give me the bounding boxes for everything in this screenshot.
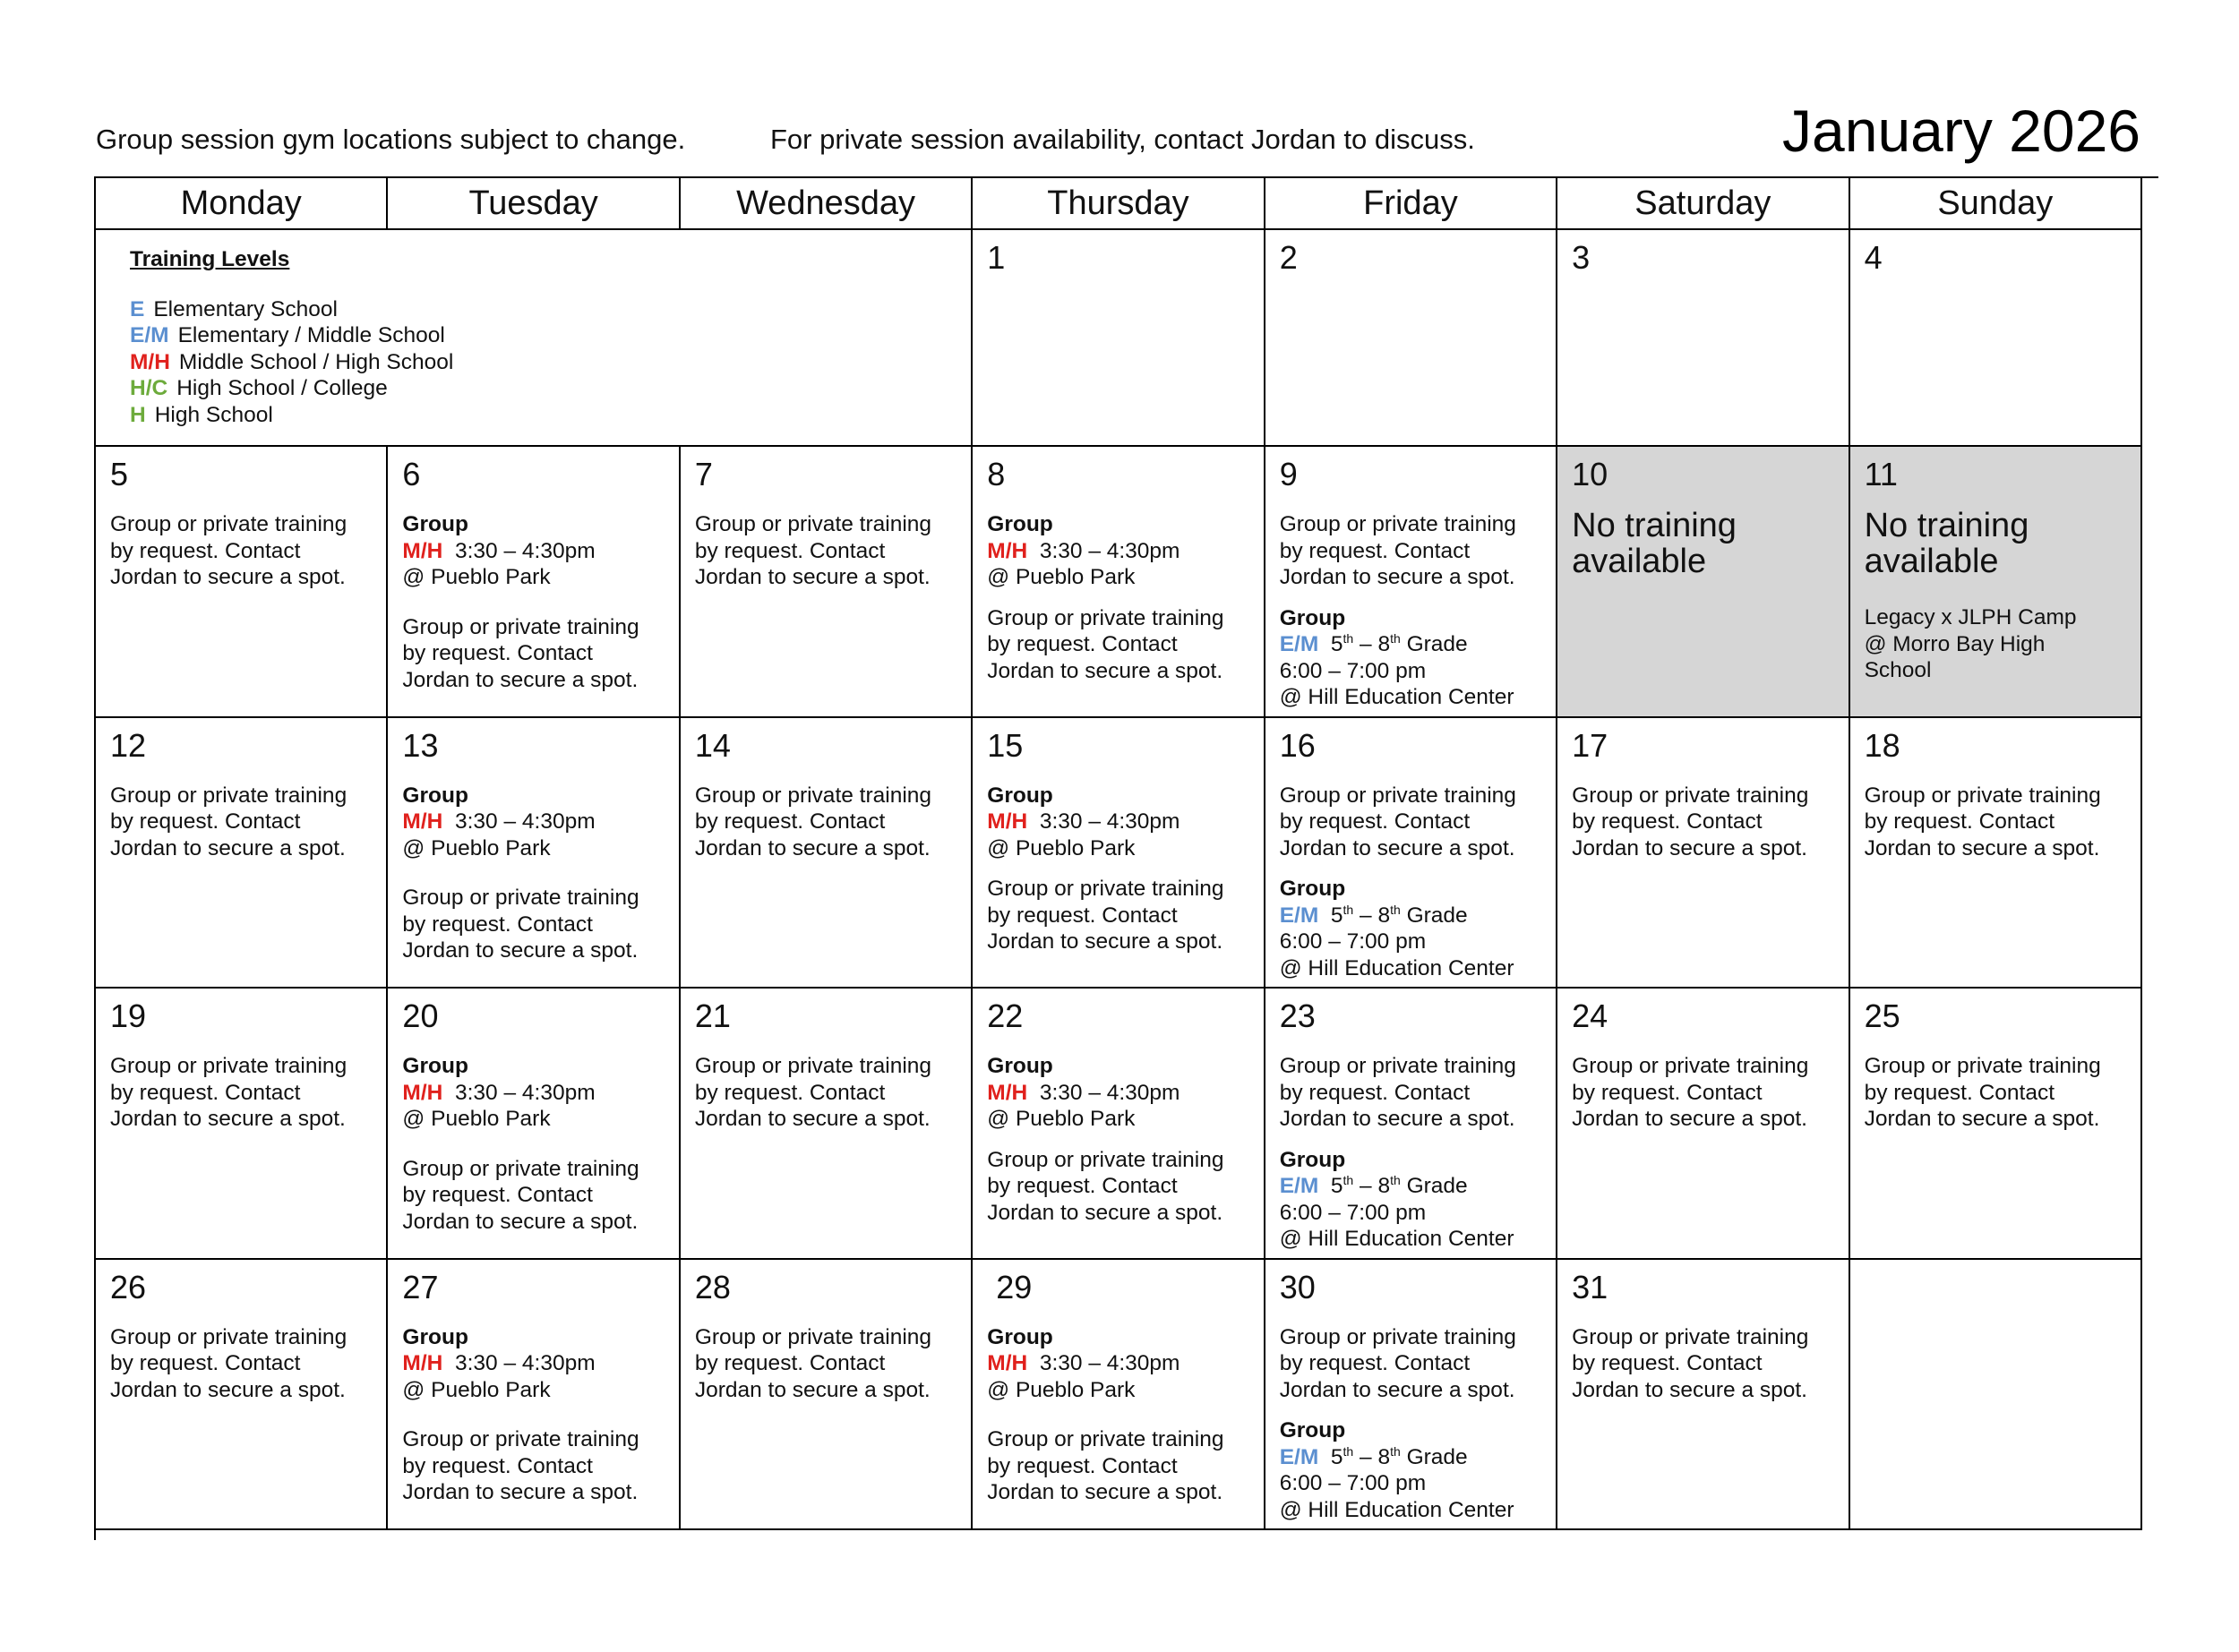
note-line: Group or private training (987, 1147, 1224, 1172)
day-cell (681, 989, 973, 1260)
level-code: E/M (1279, 632, 1319, 656)
day-cell (388, 447, 680, 718)
day-number: 16 (1279, 726, 1316, 764)
note-line: Jordan to secure a spot. (694, 565, 931, 589)
day-number: 5 (110, 456, 129, 492)
note-line: Group or private training (1572, 1324, 1809, 1349)
grade-text: 5 (1330, 632, 1343, 656)
private-training-note (1280, 511, 1541, 591)
no-training-line: No training (1864, 507, 2029, 544)
private-training-note (110, 511, 372, 591)
private-training-note (1572, 783, 1833, 862)
note-line: by request. Contact (110, 1351, 301, 1375)
day-cell (681, 1260, 973, 1531)
note-line: Group or private training (110, 1324, 347, 1349)
camp-line: Legacy x JLPH Camp (1864, 605, 2077, 629)
legend-code: H (130, 402, 146, 427)
note-line: Group or private training (110, 512, 347, 536)
note-line: Group or private training (987, 605, 1224, 630)
ordinal-suffix: th (1390, 1443, 1401, 1459)
note-line: Group or private training (110, 1054, 347, 1078)
level-code: M/H (987, 1351, 1028, 1375)
note-line: by request. Contact (1279, 809, 1471, 834)
note-line: Jordan to secure a spot. (1572, 835, 1807, 860)
time-text: 3:30 – 4:30pm (454, 1351, 596, 1375)
private-training-note (402, 885, 664, 964)
group-session (1280, 605, 1541, 711)
day-cell (96, 447, 388, 718)
group-label: Group (1279, 1418, 1346, 1442)
private-training-note (1865, 783, 2126, 862)
day-cell (681, 718, 973, 989)
session-location: @ Pueblo Park (402, 1107, 551, 1131)
grade-text: 5 (1330, 903, 1343, 928)
note-line: Jordan to secure a spot. (1864, 835, 2100, 860)
day-cell (1265, 989, 1557, 1260)
note-line: by request. Contact (1279, 538, 1471, 563)
session-location: @ Hill Education Center (1279, 1497, 1514, 1522)
note-line: Jordan to secure a spot. (402, 1209, 639, 1234)
note-line: Jordan to secure a spot. (110, 1107, 346, 1131)
group-session (402, 783, 664, 862)
session-location: @ Pueblo Park (402, 835, 551, 860)
day-number: 13 (402, 726, 439, 764)
no-training-line: available (1572, 543, 1707, 580)
private-training-note (110, 783, 372, 862)
legend-label: High School (154, 402, 273, 427)
group-label: Group (402, 1054, 468, 1078)
session-level (1280, 1444, 1541, 1471)
note-line: Group or private training (694, 1054, 932, 1078)
day-cell (388, 989, 680, 1260)
group-session (987, 511, 1248, 591)
note-line: Jordan to secure a spot. (987, 658, 1223, 683)
day-cell (1265, 718, 1557, 989)
note-line: by request. Contact (1572, 809, 1763, 834)
day-number: 30 (1279, 1268, 1316, 1305)
level-code: M/H (402, 1080, 443, 1105)
day-number: 29 (996, 1268, 1033, 1305)
note-line: Jordan to secure a spot. (402, 1480, 639, 1504)
session-location: @ Hill Education Center (1279, 1227, 1514, 1251)
legend-code: H/C (130, 376, 168, 400)
ordinal-suffix: th (1390, 902, 1401, 917)
private-training-note (987, 605, 1248, 685)
legend-label: Middle School / High School (178, 349, 454, 374)
note-line: Jordan to secure a spot. (694, 1107, 931, 1131)
day-number: 28 (694, 1268, 731, 1305)
day-cell (681, 447, 973, 718)
private-training-note (110, 1053, 372, 1133)
private-training-note (1280, 783, 1541, 862)
note-line: Group or private training (987, 1427, 1224, 1451)
note-line: by request. Contact (987, 1174, 1178, 1198)
level-code: M/H (402, 538, 443, 563)
note-line: Jordan to secure a spot. (1572, 1107, 1807, 1131)
note-line: Group or private training (694, 512, 932, 536)
note-line: by request. Contact (1572, 1351, 1763, 1375)
group-session (1280, 876, 1541, 981)
group-session (402, 511, 664, 591)
ordinal-suffix: th (1343, 1172, 1354, 1187)
session-time (987, 538, 1248, 565)
group-label: Group (402, 512, 468, 536)
note-line: Group or private training (110, 783, 347, 808)
day-cell (1265, 1260, 1557, 1531)
note-line: Group or private training (987, 877, 1224, 901)
ordinal-suffix: th (1343, 902, 1354, 917)
group-session (987, 1324, 1248, 1404)
note-line: by request. Contact (1864, 809, 2055, 834)
session-location: @ Pueblo Park (402, 1377, 551, 1402)
note-line: Jordan to secure a spot. (1279, 835, 1515, 860)
private-training-note (695, 1324, 957, 1404)
no-training-line: No training (1572, 507, 1737, 544)
day-cell (1557, 1260, 1849, 1531)
day-number: 8 (987, 456, 1006, 492)
legend-title: Training Levels (130, 247, 290, 271)
note-line: by request. Contact (1279, 1351, 1471, 1375)
private-training-note (1280, 1324, 1541, 1404)
session-location: @ Pueblo Park (402, 565, 551, 589)
grade-text: Grade (1400, 632, 1468, 656)
note-line: by request. Contact (1572, 1080, 1763, 1105)
private-training-note (987, 1147, 1248, 1227)
grade-text: Grade (1400, 1174, 1468, 1198)
note-line: Jordan to secure a spot. (110, 1377, 346, 1402)
session-time (987, 1080, 1248, 1107)
note-line: Jordan to secure a spot. (987, 929, 1223, 954)
note-line: by request. Contact (402, 1183, 593, 1207)
legend-item (130, 402, 937, 429)
day-number: 24 (1572, 997, 1608, 1034)
private-training-note (1572, 1053, 1833, 1133)
group-label: Group (402, 783, 468, 808)
note-line: by request. Contact (110, 538, 301, 563)
day-cell (973, 447, 1265, 718)
private-training-note (1865, 1053, 2126, 1133)
day-number: 22 (987, 997, 1024, 1034)
note-line: Jordan to secure a spot. (694, 1377, 931, 1402)
note-line: Group or private training (402, 1427, 639, 1451)
time-text: 3:30 – 4:30pm (454, 538, 596, 563)
session-level (1280, 1173, 1541, 1200)
day-cell (96, 989, 388, 1260)
group-session (1280, 1147, 1541, 1253)
time-text: 3:30 – 4:30pm (454, 809, 596, 834)
level-code: E/M (1279, 903, 1319, 928)
level-code: M/H (987, 1080, 1028, 1105)
session-level (1280, 631, 1541, 658)
note-line: Group or private training (1864, 783, 2101, 808)
weekday-header-sunday: Sunday (1850, 178, 2142, 230)
day-number: 14 (694, 726, 731, 764)
note-line: by request. Contact (110, 809, 301, 834)
group-label: Group (402, 1324, 468, 1349)
note-line: Group or private training (694, 783, 932, 808)
day-number: 17 (1572, 726, 1608, 764)
note-line: Jordan to secure a spot. (110, 565, 346, 589)
day-cell (1557, 230, 1849, 447)
group-label: Group (987, 512, 1053, 536)
private-training-note (1280, 1053, 1541, 1133)
day-number: 19 (110, 997, 147, 1034)
group-session (1280, 1417, 1541, 1523)
training-levels-legend (96, 230, 973, 447)
level-code: M/H (402, 809, 443, 834)
weekday-header-thursday: Thursday (973, 178, 1265, 230)
grade-text: – 8 (1353, 632, 1391, 656)
session-location: @ Pueblo Park (987, 1377, 1136, 1402)
day-number: 25 (1864, 997, 1900, 1034)
note-line: by request. Contact (1864, 1080, 2055, 1105)
day-cell (1265, 447, 1557, 718)
session-time (987, 1350, 1248, 1377)
day-number: 27 (402, 1268, 439, 1305)
session-time (987, 809, 1248, 835)
note-line: by request. Contact (402, 641, 593, 665)
session-level (1280, 903, 1541, 929)
day-cell (1557, 989, 1849, 1260)
time-text: 3:30 – 4:30pm (1039, 1351, 1180, 1375)
grade-text: Grade (1400, 903, 1468, 928)
camp-event (1865, 604, 2126, 684)
note-line: Group or private training (1279, 1054, 1516, 1078)
day-cell (96, 1260, 388, 1531)
note-line: Group or private training (1572, 783, 1809, 808)
day-number: 21 (694, 997, 731, 1034)
day-number: 7 (694, 456, 713, 492)
day-cell (388, 718, 680, 989)
private-training-note (402, 1426, 664, 1506)
private-training-note (695, 1053, 957, 1133)
day-number: 4 (1864, 239, 1883, 276)
note-line: Jordan to secure a spot. (110, 835, 346, 860)
group-label: Group (1279, 1147, 1346, 1172)
ordinal-suffix: th (1390, 630, 1401, 646)
session-location: @ Hill Education Center (1279, 955, 1514, 980)
day-number: 11 (1864, 456, 1898, 492)
level-code: E/M (1279, 1174, 1319, 1198)
note-line: Group or private training (1279, 512, 1516, 536)
day-cell (1265, 230, 1557, 447)
day-number: 12 (110, 726, 147, 764)
group-label: Group (1279, 605, 1346, 630)
day-cell (1557, 718, 1849, 989)
note-line: by request. Contact (987, 632, 1178, 656)
note-line: by request. Contact (694, 809, 886, 834)
note-line: Group or private training (402, 886, 639, 910)
legend-code: E/M (130, 323, 169, 347)
note-line: Group or private training (1572, 1054, 1809, 1078)
day-cell-no-training (1850, 447, 2142, 718)
note-line: Jordan to secure a spot. (694, 835, 931, 860)
day-number: 15 (987, 726, 1024, 764)
note-line: by request. Contact (987, 903, 1178, 928)
day-number: 1 (987, 239, 1006, 276)
time-text: 3:30 – 4:30pm (1039, 1080, 1180, 1105)
day-number: 18 (1864, 726, 1900, 764)
note-line: by request. Contact (1279, 1080, 1471, 1105)
note-line: Jordan to secure a spot. (1572, 1377, 1807, 1402)
grade-text: – 8 (1353, 1444, 1391, 1469)
day-number: 20 (402, 997, 439, 1034)
legend-item (130, 349, 937, 376)
note-line: Group or private training (402, 1156, 639, 1181)
note-line: by request. Contact (694, 538, 886, 563)
private-training-note (1572, 1324, 1833, 1404)
session-time (402, 809, 664, 835)
private-training-note (695, 511, 957, 591)
note-line: Jordan to secure a spot. (987, 1200, 1223, 1225)
group-label: Group (987, 783, 1053, 808)
day-cell (1850, 718, 2142, 989)
note-line: by request. Contact (987, 1453, 1178, 1478)
weekday-header-friday: Friday (1265, 178, 1557, 230)
day-number: 9 (1279, 456, 1298, 492)
legend-label: High School / College (176, 376, 388, 400)
day-cell (1850, 230, 2142, 447)
note-line: Group or private training (402, 614, 639, 639)
grade-text: 5 (1330, 1444, 1343, 1469)
group-session (987, 1053, 1248, 1133)
note-line: by request. Contact (110, 1080, 301, 1105)
note-line: Jordan to secure a spot. (1279, 565, 1515, 589)
note-line: Group or private training (1279, 783, 1516, 808)
level-code: M/H (987, 809, 1028, 834)
legend-item (130, 296, 937, 323)
grade-text: – 8 (1353, 1174, 1391, 1198)
level-code: M/H (987, 538, 1028, 563)
session-time: 6:00 – 7:00 pm (1279, 1200, 1427, 1225)
note-line: by request. Contact (694, 1351, 886, 1375)
day-cell (973, 989, 1265, 1260)
weekday-header-wednesday: Wednesday (681, 178, 973, 230)
day-cell (973, 1260, 1265, 1531)
day-cell (388, 1260, 680, 1531)
note-line: by request. Contact (694, 1080, 886, 1105)
group-session (987, 783, 1248, 862)
note-line: Jordan to secure a spot. (987, 1480, 1223, 1504)
weekday-header-saturday: Saturday (1557, 178, 1849, 230)
private-training-note (110, 1324, 372, 1404)
note-line: Jordan to secure a spot. (402, 938, 639, 963)
note-line: Jordan to secure a spot. (402, 667, 639, 692)
calendar-grid (94, 176, 2142, 1540)
note-line: Group or private training (694, 1324, 932, 1349)
session-time: 6:00 – 7:00 pm (1279, 929, 1427, 954)
session-time: 6:00 – 7:00 pm (1279, 658, 1427, 683)
day-number: 10 (1572, 456, 1608, 492)
no-training-line: available (1864, 543, 1999, 580)
day-cell (96, 718, 388, 989)
level-code: M/H (402, 1351, 443, 1375)
note-line: Group or private training (1864, 1054, 2101, 1078)
day-cell (973, 718, 1265, 989)
note-line: Jordan to secure a spot. (1279, 1107, 1515, 1131)
grade-text: Grade (1400, 1444, 1468, 1469)
legend-label: Elementary School (153, 296, 338, 321)
legend-item (130, 322, 937, 349)
session-time (402, 1080, 664, 1107)
ordinal-suffix: th (1343, 630, 1354, 646)
group-label: Group (987, 1324, 1053, 1349)
private-training-note (402, 614, 664, 694)
legend-label: Elementary / Middle School (177, 323, 445, 347)
group-label: Group (987, 1054, 1053, 1078)
day-number: 2 (1279, 239, 1298, 276)
legend-item (130, 375, 937, 402)
note-line: Jordan to secure a spot. (1864, 1107, 2100, 1131)
day-cell (1850, 989, 2142, 1260)
private-training-note (987, 876, 1248, 955)
weekday-header-tuesday: Tuesday (388, 178, 680, 230)
legend-code: M/H (130, 349, 170, 374)
note-gym-locations: Group session gym locations subject to change. (96, 124, 686, 155)
grade-text: – 8 (1353, 903, 1391, 928)
ordinal-suffix: th (1343, 1443, 1354, 1459)
group-session (402, 1324, 664, 1404)
camp-line: @ Morro Bay High (1864, 631, 2046, 656)
grade-text: 5 (1330, 1174, 1343, 1198)
group-label: Group (1279, 877, 1346, 901)
note-line: Group or private training (1279, 1324, 1516, 1349)
time-text: 3:30 – 4:30pm (1039, 538, 1180, 563)
day-number: 26 (110, 1268, 147, 1305)
empty-day-cell (1850, 1260, 2142, 1531)
private-training-note (402, 1156, 664, 1236)
ordinal-suffix: th (1390, 1172, 1401, 1187)
day-number: 6 (402, 456, 421, 492)
note-line: Jordan to secure a spot. (1279, 1377, 1515, 1402)
month-title: January 2026 (1782, 98, 2140, 164)
session-location: @ Hill Education Center (1279, 685, 1514, 709)
weekday-header-monday: Monday (96, 178, 388, 230)
session-location: @ Pueblo Park (987, 1107, 1136, 1131)
camp-line: School (1864, 658, 1932, 682)
session-location: @ Pueblo Park (987, 835, 1136, 860)
private-training-note (987, 1426, 1248, 1506)
session-location: @ Pueblo Park (987, 565, 1136, 589)
legend-code: E (130, 296, 145, 321)
note-line: by request. Contact (402, 912, 593, 937)
day-cell-no-training (1557, 447, 1849, 718)
note-line: by request. Contact (402, 1453, 593, 1478)
time-text: 3:30 – 4:30pm (454, 1080, 596, 1105)
session-time: 6:00 – 7:00 pm (1279, 1471, 1427, 1495)
level-code: E/M (1279, 1444, 1319, 1469)
day-number: 31 (1572, 1268, 1608, 1305)
day-cell (973, 230, 1265, 447)
group-session (402, 1053, 664, 1133)
title-rule (2142, 176, 2158, 178)
day-number: 3 (1572, 239, 1591, 276)
day-number: 23 (1279, 997, 1316, 1034)
session-time (402, 1350, 664, 1377)
time-text: 3:30 – 4:30pm (1039, 809, 1180, 834)
session-time (402, 538, 664, 565)
note-private-sessions: For private session availability, contact Jordan to discuss. (770, 124, 1475, 155)
private-training-note (695, 783, 957, 862)
